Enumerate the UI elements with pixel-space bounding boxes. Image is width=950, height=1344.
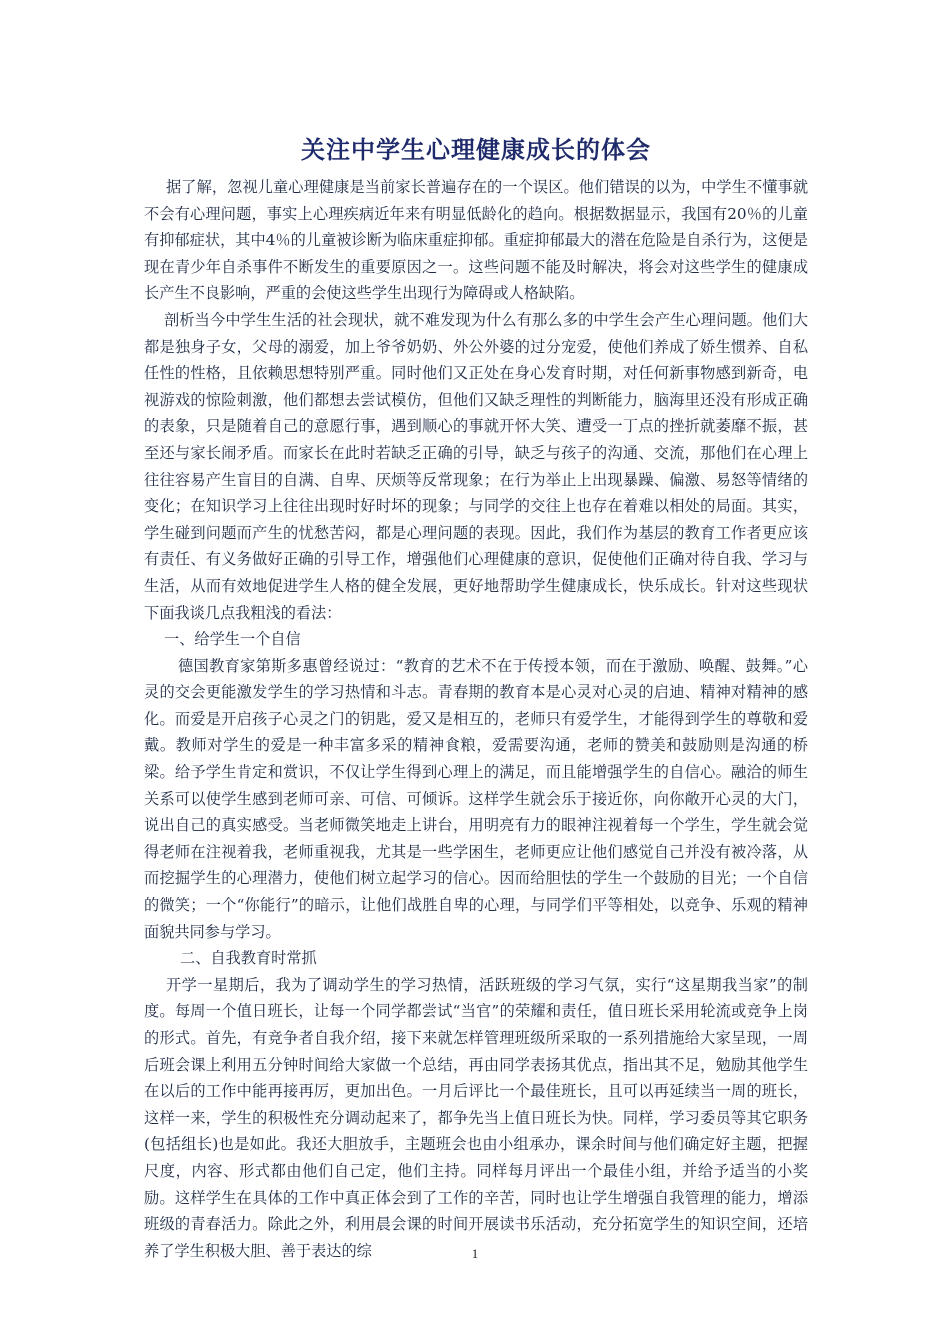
section-heading-1: 一、给学生一个自信 xyxy=(164,630,301,649)
document-body xyxy=(144,132,808,1264)
page-number: 1 xyxy=(471,1246,479,1261)
section-body-2: 开学一星期后，我为了调动学生的学习热情，活跃班级的学习气氛，实行“这星期我当家”的制度。每周一个值日班长，让每一个同学都尝试“当官”的荣耀和责任，值日班长采用轮流或竞争上岗的形式。首先，有竞争者自我介绍，接下来就怎样管理班级所采取的一系列措施给大家呈现，一周后班会课上利用五分钟时间给大家做一个总结，再由同学表扬其优点，指出其不足，勉励其他学生在以后的工作中能再接再厉，更加出色。一月后评比一个最佳班长，且可以再延续当一周的班长，这样一来，学生的积极性充分调动起来了，都争先当上值日班长为快。同样，学习委员等其它职务(包括组长)也是如此。我还大胆放手，主题班会也由小组承办，课余时间与他们确定好主题，把握尺度，内容、形式都由他们自己定，他们主持。同样每月评出一个最佳小组，并给予适当的小奖励。这样学生在具体的工作中真正体会到了工作的辛苦，同时也让学生增强自我管理的能力，增添班级的青春活力。除此之外，利用晨会课的时间开展读书乐活动，充分拓宽学生的知识空间，还培养了学生积极大胆、善于表达的综 xyxy=(144,975,808,1260)
document-title: 关注中学生心理健康成长的体会 xyxy=(301,136,651,164)
paragraph-analysis: 剖析当今中学生生活的社会现状，就不难发现为什么有那么多的中学生会产生心理问题。他们大都是独身子女，父母的溺爱，加上爷爷奶奶、外公外婆的过分宠爱，使他们养成了娇生惯养、自私任性的性格，且依赖思想特别严重。同时他们又正处在身心发育时期，对任何新事物感到新奇，电视游戏的惊险刺激，他们都想去尝试模仿，但他们又缺乏理性的判断能力，脑海里还没有形成正确的表象，只是随着自己的意愿行事，遇到顺心的事就开怀大笑、遭受一丁点的挫折就萎靡不振，甚至还与家长闹矛盾。而家长在此时若缺乏正确的引导，缺乏与孩子的沟通、交流，那他们在心理上往往容易产生盲目的自满、自卑、厌烦等反常现象；在行为举止上出现暴躁、偏激、易怒等情绪的变化；在知识学习上往往出现时好时坏的现象；与同学的交往上也存在着难以相处的局面。其实，学生碰到问题而产生的忧愁苦闷，都是心理问题的表现。因此，我们作为基层的教育工作者更应该有责任、有义务做好正确的引导工作，增强他们心理健康的意识，促使他们正确对待自我、学习与生活，从而有效地促进学生人格的健全发展，更好地帮助学生健康成长，快乐成长。针对这些现状下面我谈几点我粗浅的看法： xyxy=(144,310,808,622)
section-heading-2: 二、自我教育时常抓 xyxy=(180,949,317,968)
section-body-1: 德国教育家第斯多惠曾经说过：“教育的艺术不在于传授本领，而在于激励、唤醒、鼓舞。”心灵的交会更能激发学生的学习热情和斗志。青春期的教育本是心灵对心灵的启迪、精神对精神的感化。而爱是开启孩子心灵之门的钥匙，爱又是相互的，老师只有爱学生，才能得到学生的尊敬和爱戴。教师对学生的爱是一种丰富多采的精神食粮，爱需要沟通，老师的赞美和鼓励则是沟通的桥梁。给予学生肯定和赏识，不仅让学生得到心理上的满足，而且能增强学生的自信心。融洽的师生关系可以使学生感到老师可亲、可信、可倾诉。这样学生就会乐于接近你，向你敞开心灵的大门，说出自己的真实感受。当老师微笑地走上讲台，用明亮有力的眼神注视着每一个学生，学生就会觉得老师在注视着我，老师重视我，尤其是一些学困生，老师更应让他们感觉自己并没有被冷落，从而挖掘学生的心理潜力，使他们树立起学习的信心。因而给胆怯的学生一个鼓励的目光；一个自信的微笑；一个“你能行”的暗示，让他们战胜自卑的心理，与同学们平等相处，以竞争、乐观的精神面貌共同参与学习。 xyxy=(144,656,808,941)
paragraph-intro: 据了解，忽视儿童心理健康是当前家长普遍存在的一个误区。他们错误的以为，中学生不懂事就不会有心理问题，事实上心理疾病近年来有明显低龄化的趋向。根据数据显示，我国有20％的儿童有抑郁症状，其中4％的儿童被诊断为临床重症抑郁。重症抑郁最大的潜在危险是自杀行为，这便是现在青少年自杀事件不断发生的重要原因之一。这些问题不能及时解决，将会对这些学生的健康成长产生不良影响，严重的会使这些学生出现行为障碍或人格缺陷。 xyxy=(144,178,808,303)
